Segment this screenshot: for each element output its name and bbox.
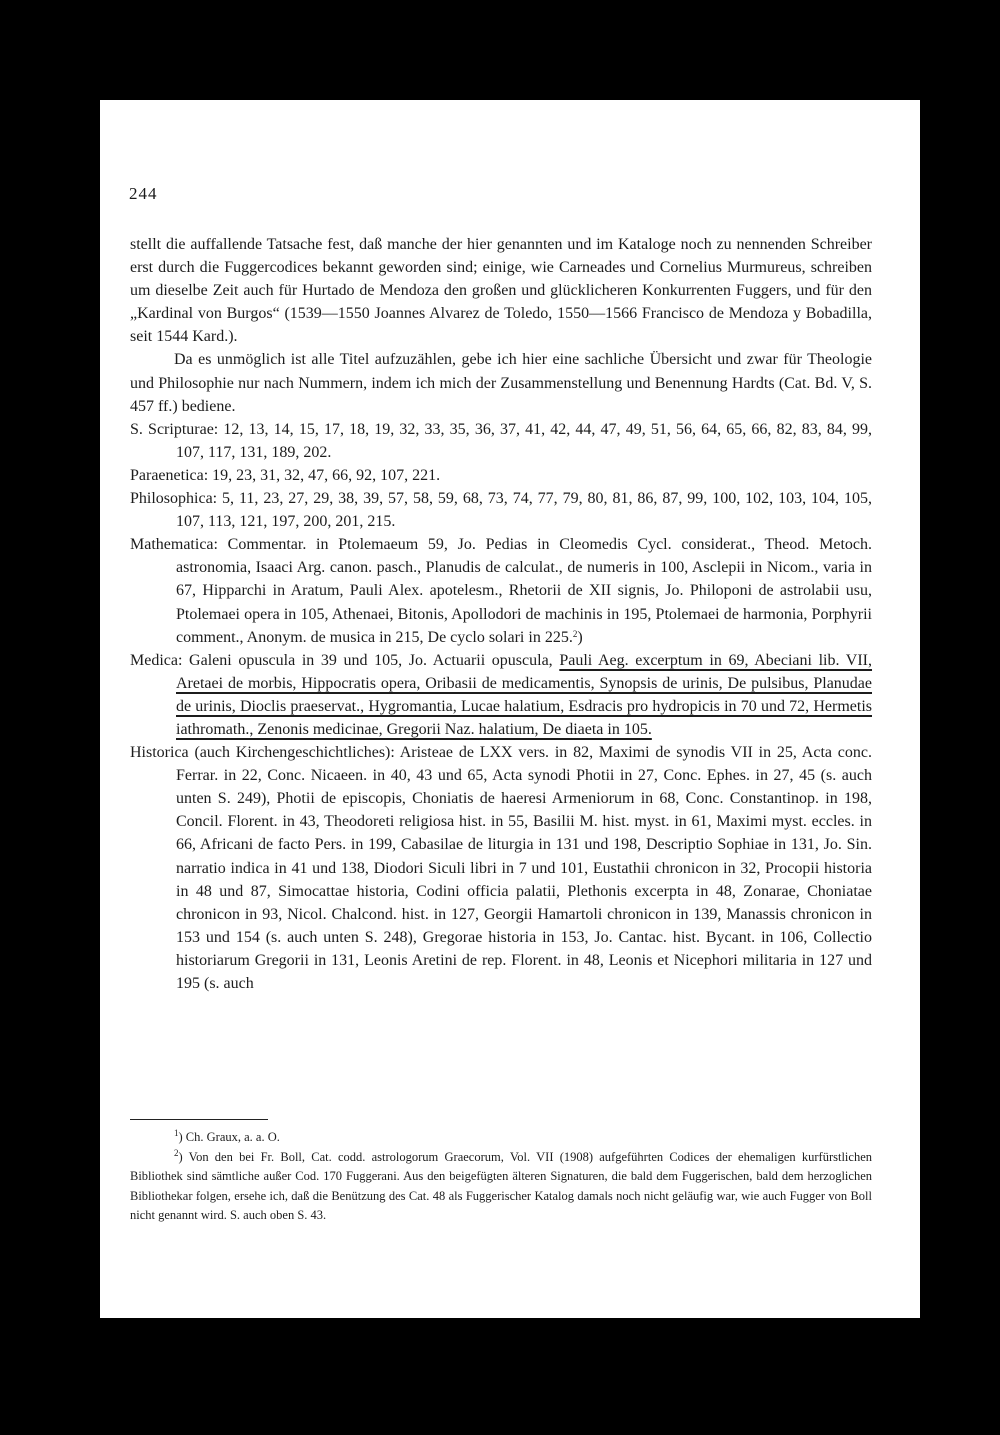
entry-philosophica: Philosophica: 5, 11, 23, 27, 29, 38, 39, 57, 58, 59, 68, 73, 74, 77, 79, 80, 81, 86, 87, 99, 100, 102, 103, 104, 105, 107, 113, 121, 197, 200, 201, 215. [130, 490, 872, 531]
footnote-1-text: ) Ch. Graux, a. a. O. [178, 1130, 280, 1144]
entry-mathematica-text: Mathematica: Commentar. in Ptolemaeum 59, Jo. Pedias in Cleomedis Cycl. considerat., Theod. Metoch. astronomia, Isaaci Arg. canon. pasch., Planudis de calculat., de numeris in 100, Asclepii in Nicom., varia in 67, Hipparchi in Aratum, Pauli Alex. apotelesm., Rhetorii de XII signis, Jo. Philoponi de astrolabii usu, Ptolemaei opera in 105, Athenaei, Bitonis, Apollodori de machinis in 195, Ptolemaei de harmonia, Porphyrii comment., Anonym. de musica in 215, De cyclo solari in 225. [130, 536, 872, 646]
footnotes [130, 1128, 872, 1226]
footnote-ref-2: 2 [572, 628, 578, 639]
paragraph-intro: stellt die auffallende Tatsache fest, daß manche der hier genannten und im Kataloge noch zu nennenden Schreiber erst durch die Fuggercodices bekannt geworden sind; einige, wie Carneades und Cornelius Murmureus, schreiben um dieselbe Zeit auch für Hurtado de Mendoza den großen und glücklicheren Konkurrenten Fuggers, und für den „Kardinal von Burgos“ (1539—1550 Joannes Alvarez de Toledo, 1550—1566 Francisco de Mendoza y Bobadilla, seit 1544 Kard.). [130, 236, 872, 346]
entry-medica [130, 649, 872, 741]
footnote-2-text: ) Von den bei Fr. Boll, Cat. codd. astrologorum Graecorum, Vol. VII (1908) aufgeführten Codices der ehemaligen kurfürstlichen Bibliothek sind sämtliche außer Cod. 170 Fuggerani. Aus den beigefügten älteren Signaturen, die bald dem Fuggerischen, bald dem herzoglichen Bibliothekar folgen, ersehe ich, daß die Benützung des Cat. 48 als Fuggerischer Katalog damals noch nicht geläufig war, wie auch Fugger von Boll nicht genannt wird. S. auch oben S. 43. [130, 1149, 872, 1223]
footnote-1 [130, 1128, 872, 1148]
entry-scripturae: S. Scripturae: 12, 13, 14, 15, 17, 18, 19, 32, 33, 35, 36, 37, 41, 42, 44, 47, 49, 51, 56, 64, 65, 66, 82, 83, 84, 99, 107, 117, 131, 189, 202. [130, 420, 872, 461]
entry-historica: Historica (auch Kirchengeschichtliches): Aristeae de LXX vers. in 82, Maximi de synodis VII in 25, Acta conc. Ferrar. in 22, Conc. Nicaeen. in 40, 43 und 65, Acta synodi Photii in 27, Conc. Ephes. in 27, 45 (s. auch unten S. 249), Photii de episcopis, Choniatis de haeresi Armeniorum in 68, Conc. Constantinop. in 198, Concil. Florent. in 43, Theodoreti religiosa hist. in 55, Basilii M. hist. myst. in 61, Maximi myst. eccles. in 66, Africani de facto Pers. in 199, Cabasilae de liturgia in 131 und 198, Descriptio Sophiae in 131, Jo. Sin. narratio indica in 41 und 138, Diodori Siculi libri in 7 und 101, Eustathii chronicon in 32, Procopii historia in 48 und 87, Simocattae historia, Codini officia palatii, Plethonis excerpta in 48, Zonarae, Choniatae chronicon in 93, Nicol. Chalcond. hist. in 127, Georgii Hamartoli chronicon in 139, Manassis chronicon in 153 und 154 (s. auch unten S. 248), Gregorae historia in 153, Jo. Cantac. hist. Bycant. in 106, Collectio historiarum Gregorii in 131, Leonis Aretini de rep. Florent. in 48, Leonis et Nicephori militaria in 127 und 195 (s. auch [130, 744, 872, 992]
footnote-rule [130, 1119, 268, 1120]
paragraph-overview: Da es unmöglich ist alle Titel aufzuzählen, gebe ich hier eine sachliche Übersicht und zwar für Theologie und Philosophie nur nach Nummern, indem ich mich der Zusammenstellung und Benennung Hardts (Cat. Bd. V, S. 457 ff.) bediene. [130, 351, 872, 415]
footnote-2 [130, 1148, 872, 1226]
entry-mathematica: Mathematica: Commentar. in Ptolemaeum 59, Jo. Pedias in Cleomedis Cycl. considerat., Theod. Metoch. astronomia, Isaaci Arg. canon. pasch., Planudis de calculat., de numeris in 100, Asclepii in Nicom., varia in 67, Hipparchi in Aratum, Pauli Alex. apotelesm., Rhetorii de XII signis, Jo. Philoponi de astrolabii usu, Ptolemaei opera in 105, Athenaei, Bitonis, Apollodori de machinis in 195, Ptolemaei de harmonia, Porphyrii comment., Anonym. de musica in 215, De cyclo solari in 225.$^2$) [130, 536, 872, 646]
entry-medica-head: Medica: Galeni opuscula in 39 und 105, Jo. Actuarii opuscula, [130, 651, 560, 669]
entry-medica-underlined: Pauli Aeg. excerptum in 69, Abeciani lib. VII, Aretaei de morbis, Hippocratis opera, Oribasii de medicamentis, Synopsis de urinis, De pulsibus, Planudae de urinis, Dioclis praeservat., Hygromantia, Lucae halatium, Esdracis pro hydropicis in 70 und 72, Hermetis iathromath., Zenonis medicinae, Gregorii Naz. halatium, De diaeta in 105. [176, 651, 873, 738]
page-number: 244 [129, 184, 158, 203]
entry-paraenetica: Paraenetica: 19, 23, 31, 32, 47, 66, 92, 107, 221. [130, 466, 441, 484]
page-body [130, 233, 872, 995]
footnote-2-mark: 2 [174, 1147, 179, 1158]
footnote-1-mark: 1 [174, 1128, 179, 1138]
